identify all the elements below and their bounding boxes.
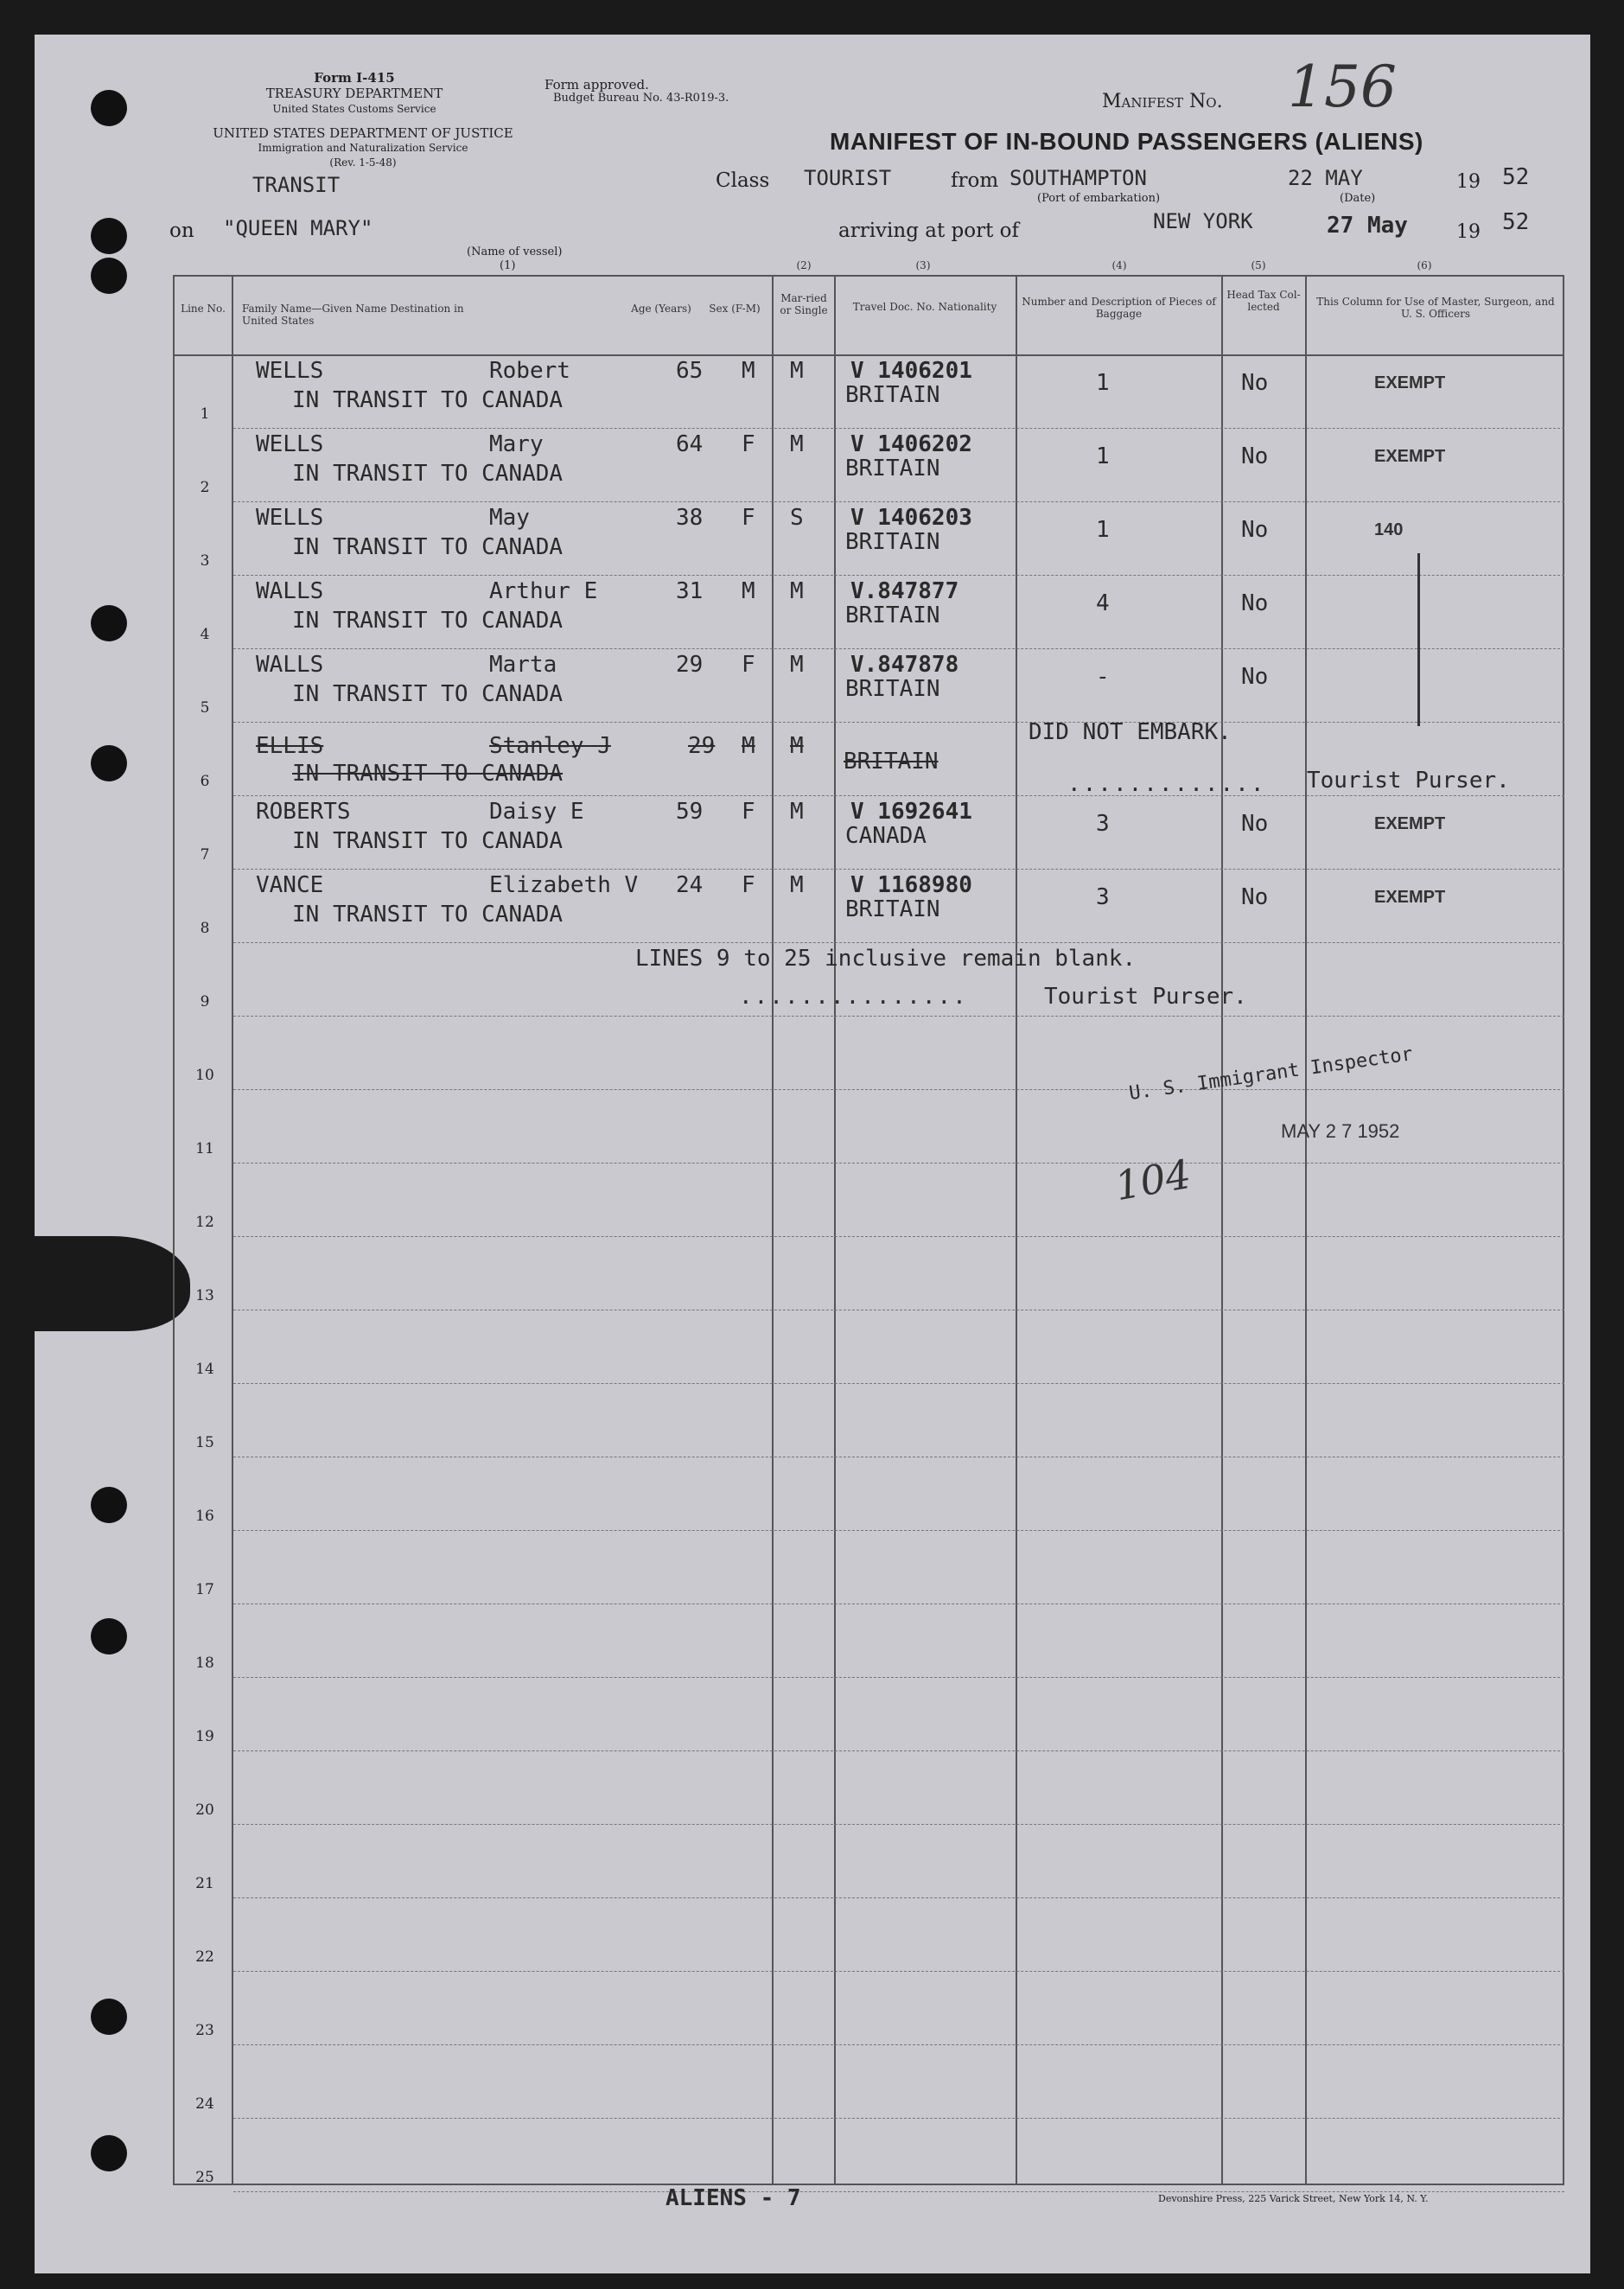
header-officers: This Column for Use of Master, Surgeon, and U. S. Officers bbox=[1316, 296, 1555, 320]
passenger-travel-doc: V 1168980 bbox=[850, 872, 972, 898]
line-number: 9 bbox=[200, 993, 210, 1011]
line-number: 16 bbox=[195, 1508, 214, 1525]
row-rule bbox=[233, 2044, 1564, 2045]
passenger-destination: IN TRANSIT TO CANADA bbox=[292, 902, 564, 928]
passenger-age: 64 bbox=[676, 431, 704, 457]
passenger-given-name: Marta bbox=[489, 652, 557, 678]
row-rule bbox=[233, 1677, 1564, 1678]
passenger-family-name: WELLS bbox=[256, 431, 324, 457]
table-header-rule bbox=[173, 354, 1564, 356]
passenger-given-name: Mary bbox=[489, 431, 544, 457]
passenger-age: 59 bbox=[676, 799, 704, 825]
col-number: (2) bbox=[796, 259, 812, 271]
from-label: from bbox=[951, 169, 999, 192]
header-headtax: Head Tax Col-lected bbox=[1226, 289, 1301, 313]
line-number: 1 bbox=[200, 405, 210, 423]
purser-dots: ............. bbox=[1067, 771, 1266, 797]
budget-bureau: Budget Bureau No. 43-R019-3. bbox=[553, 92, 729, 105]
on-label: on bbox=[169, 220, 194, 242]
col-number: (5) bbox=[1251, 259, 1266, 271]
column-divider bbox=[1016, 275, 1017, 2185]
year-prefix: 19 bbox=[1456, 171, 1481, 193]
passenger-sex: F bbox=[742, 505, 755, 531]
line-number: 5 bbox=[200, 699, 210, 717]
passenger-nationality: BRITAIN bbox=[845, 382, 940, 408]
row-rule bbox=[233, 942, 1564, 943]
header-age: Age (Years) bbox=[631, 303, 691, 315]
cancelled-given: Stanley J bbox=[489, 733, 611, 759]
punch-hole bbox=[91, 2135, 127, 2171]
tourist-purser: Tourist Purser. bbox=[1044, 984, 1247, 1010]
passenger-age: 24 bbox=[676, 872, 704, 898]
line-number: 25 bbox=[195, 2169, 214, 2186]
cancelled-marital: M bbox=[790, 733, 804, 759]
passenger-travel-doc: V 1692641 bbox=[850, 799, 972, 825]
header-doc: Travel Doc. No. Nationality bbox=[852, 301, 997, 313]
passenger-age: 38 bbox=[676, 505, 704, 531]
depart-year: 52 bbox=[1502, 164, 1530, 190]
row-rule bbox=[233, 648, 1564, 649]
row-rule bbox=[233, 1089, 1564, 1090]
row-rule bbox=[233, 2118, 1564, 2119]
passenger-destination: IN TRANSIT TO CANADA bbox=[292, 534, 564, 560]
passenger-travel-doc: V 1406203 bbox=[850, 505, 972, 531]
depart-date: 22 MAY bbox=[1288, 166, 1363, 190]
row-rule bbox=[233, 1016, 1564, 1017]
passenger-destination: IN TRANSIT TO CANADA bbox=[292, 387, 564, 413]
passenger-family-name: ROBERTS bbox=[256, 799, 351, 825]
passenger-travel-doc: V 1406201 bbox=[850, 358, 972, 384]
passenger-head-tax: No bbox=[1241, 811, 1269, 837]
passenger-marital-status: M bbox=[790, 431, 804, 457]
passenger-head-tax: No bbox=[1241, 884, 1269, 910]
punch-hole bbox=[91, 1618, 127, 1655]
passenger-nationality: BRITAIN bbox=[845, 529, 940, 555]
class-label: Class bbox=[716, 169, 770, 192]
cancelled-age: 29 bbox=[688, 733, 716, 759]
header-married: Mar-ried or Single bbox=[780, 292, 828, 316]
row-rule bbox=[233, 428, 1564, 429]
row-rule bbox=[233, 722, 1564, 723]
row-rule bbox=[233, 1383, 1564, 1384]
cancelled-purser: Tourist Purser. bbox=[1307, 768, 1510, 794]
passenger-given-name: Elizabeth V bbox=[489, 872, 639, 898]
line-number: 12 bbox=[195, 1214, 214, 1231]
punch-hole bbox=[91, 258, 127, 294]
line-number: 24 bbox=[195, 2095, 214, 2113]
passenger-destination: IN TRANSIT TO CANADA bbox=[292, 608, 564, 634]
header-sex: Sex (F-M) bbox=[709, 303, 761, 315]
port-embark-note: (Port of embarkation) bbox=[1037, 192, 1161, 205]
passenger-baggage: 1 bbox=[1096, 443, 1110, 469]
passenger-marital-status: M bbox=[790, 578, 804, 604]
transit-label: TRANSIT bbox=[252, 173, 341, 197]
header-line-no: Line No. bbox=[181, 303, 226, 315]
form-approved: Form approved. bbox=[545, 77, 649, 92]
passenger-baggage: 3 bbox=[1096, 884, 1110, 910]
vessel-col: (1) bbox=[500, 259, 516, 272]
manifest-title: MANIFEST OF IN-BOUND PASSENGERS (ALIENS) bbox=[830, 128, 1423, 155]
row-rule bbox=[233, 1236, 1564, 1237]
passenger-family-name: WALLS bbox=[256, 652, 324, 678]
col-number: (6) bbox=[1417, 259, 1432, 271]
column-divider bbox=[232, 275, 233, 2185]
passenger-age: 31 bbox=[676, 578, 704, 604]
passenger-officer-note: EXEMPT bbox=[1374, 447, 1446, 466]
line-number: 20 bbox=[195, 1801, 214, 1819]
line-number: 11 bbox=[195, 1140, 214, 1157]
line-number: 21 bbox=[195, 1875, 214, 1892]
passenger-officer-note: EXEMPT bbox=[1374, 888, 1446, 907]
passenger-baggage: 1 bbox=[1096, 517, 1110, 543]
passenger-given-name: Daisy E bbox=[489, 799, 584, 825]
form-number: Form I-415 bbox=[314, 70, 395, 86]
passenger-travel-doc: V.847878 bbox=[850, 652, 959, 678]
passenger-head-tax: No bbox=[1241, 664, 1269, 690]
passenger-nationality: CANADA bbox=[845, 823, 927, 849]
passenger-baggage: 3 bbox=[1096, 811, 1110, 837]
punch-hole bbox=[91, 605, 127, 641]
col-number: (4) bbox=[1111, 259, 1127, 271]
passenger-marital-status: M bbox=[790, 872, 804, 898]
column-divider bbox=[1221, 275, 1223, 2185]
passenger-age: 65 bbox=[676, 358, 704, 384]
line-number: 15 bbox=[195, 1434, 214, 1451]
row-rule bbox=[233, 1824, 1564, 1825]
passenger-family-name: WALLS bbox=[256, 578, 324, 604]
punch-hole bbox=[91, 1999, 127, 2035]
line-number: 8 bbox=[200, 920, 210, 937]
punch-hole bbox=[91, 218, 127, 254]
passenger-age: 29 bbox=[676, 652, 704, 678]
date-note: (Date) bbox=[1340, 192, 1376, 205]
year-prefix: 19 bbox=[1456, 221, 1481, 243]
row-rule bbox=[233, 1897, 1564, 1898]
passenger-destination: IN TRANSIT TO CANADA bbox=[292, 828, 564, 854]
arriving-label: arriving at port of bbox=[838, 220, 1019, 242]
passenger-marital-status: S bbox=[790, 505, 804, 531]
line-number: 2 bbox=[200, 479, 210, 496]
passenger-nationality: BRITAIN bbox=[845, 676, 940, 702]
printer-imprint: Devonshire Press, 225 Varick Street, New York 14, N. Y. bbox=[1158, 2193, 1429, 2204]
manifest-no-label: Manifest No. bbox=[1102, 91, 1223, 112]
cancelled-family: ELLIS bbox=[256, 733, 324, 759]
aliens-sheet-number: ALIENS - 7 bbox=[666, 2185, 801, 2211]
passenger-family-name: WELLS bbox=[256, 358, 324, 384]
row-rule bbox=[233, 795, 1564, 796]
line-number: 13 bbox=[195, 1287, 214, 1304]
passenger-baggage: - bbox=[1096, 664, 1110, 690]
line-number: 22 bbox=[195, 1948, 214, 1966]
line-number: 23 bbox=[195, 2022, 214, 2039]
punch-hole bbox=[91, 745, 127, 781]
passenger-travel-doc: V 1406202 bbox=[850, 431, 972, 457]
passenger-nationality: BRITAIN bbox=[845, 456, 940, 481]
line-number: 7 bbox=[200, 846, 210, 864]
blank-lines-note: LINES 9 to 25 inclusive remain blank. bbox=[635, 946, 1137, 972]
inspector-stamp: U. S. Immigrant Inspector bbox=[1127, 1043, 1415, 1105]
passenger-marital-status: M bbox=[790, 358, 804, 384]
cancelled-nationality: BRITAIN bbox=[844, 749, 939, 775]
line-number: 14 bbox=[195, 1361, 214, 1378]
port-embarkation: SOUTHAMPTON bbox=[1009, 166, 1147, 190]
row-rule bbox=[233, 1530, 1564, 1531]
line-number: 17 bbox=[195, 1581, 214, 1598]
column-divider bbox=[1305, 275, 1307, 2185]
arrival-date: 27 May bbox=[1327, 213, 1408, 239]
purser-dots: ............... bbox=[739, 984, 968, 1010]
punch-hole bbox=[91, 90, 127, 126]
passenger-sex: M bbox=[742, 358, 755, 384]
cancelled-sex: M bbox=[742, 733, 755, 759]
passenger-given-name: May bbox=[489, 505, 530, 531]
row-rule bbox=[233, 1971, 1564, 1972]
row-rule bbox=[233, 1750, 1564, 1751]
row-rule bbox=[233, 575, 1564, 576]
annotation-arrow bbox=[1417, 553, 1420, 726]
class-value: TOURIST bbox=[804, 166, 892, 190]
passenger-baggage: 4 bbox=[1096, 590, 1110, 616]
passenger-destination: IN TRANSIT TO CANADA bbox=[292, 461, 564, 487]
line-number: 18 bbox=[195, 1655, 214, 1672]
customs-service: United States Customs Service bbox=[272, 103, 436, 115]
passenger-head-tax: No bbox=[1241, 517, 1269, 543]
revision: (Rev. 1-5-48) bbox=[329, 156, 397, 169]
punch-hole bbox=[91, 1487, 127, 1523]
line-number: 6 bbox=[200, 773, 210, 790]
passenger-given-name: Robert bbox=[489, 358, 570, 384]
passenger-sex: M bbox=[742, 578, 755, 604]
column-divider bbox=[772, 275, 774, 2185]
vessel-name: "QUEEN MARY" bbox=[223, 216, 373, 240]
passenger-officer-note: EXEMPT bbox=[1374, 814, 1446, 833]
passenger-nationality: BRITAIN bbox=[845, 603, 940, 628]
torn-edge bbox=[35, 1236, 190, 1331]
passenger-travel-doc: V.847877 bbox=[850, 578, 959, 604]
passenger-table bbox=[173, 275, 1564, 2185]
header-baggage: Number and Description of Pieces of Baggage bbox=[1022, 296, 1216, 320]
passenger-head-tax: No bbox=[1241, 590, 1269, 616]
line-number: 19 bbox=[195, 1728, 214, 1745]
ins-service: Immigration and Naturalization Service bbox=[258, 142, 468, 154]
passenger-head-tax: No bbox=[1241, 370, 1269, 396]
manifest-number: 156 bbox=[1288, 54, 1397, 120]
passenger-sex: F bbox=[742, 652, 755, 678]
vessel-note: (Name of vessel) bbox=[467, 245, 563, 258]
line-number: 10 bbox=[195, 1067, 214, 1084]
passenger-marital-status: M bbox=[790, 652, 804, 678]
passenger-sex: F bbox=[742, 872, 755, 898]
treasury-dept: TREASURY DEPARTMENT bbox=[265, 86, 443, 101]
passenger-officer-note: 140 bbox=[1374, 520, 1404, 539]
row-rule bbox=[233, 501, 1564, 502]
cancelled-destination: IN TRANSIT TO CANADA bbox=[292, 761, 564, 787]
arrival-year: 52 bbox=[1502, 209, 1530, 235]
line-number: 3 bbox=[200, 552, 210, 570]
passenger-sex: F bbox=[742, 431, 755, 457]
row-rule bbox=[233, 1163, 1564, 1164]
arrival-port: NEW YORK bbox=[1153, 209, 1253, 233]
column-divider bbox=[834, 275, 836, 2185]
handwritten-note: 104 bbox=[1111, 1150, 1194, 1210]
line-number: 4 bbox=[200, 626, 210, 643]
passenger-head-tax: No bbox=[1241, 443, 1269, 469]
passenger-family-name: WELLS bbox=[256, 505, 324, 531]
passenger-family-name: VANCE bbox=[256, 872, 324, 898]
header-name: Family Name—Given Name Destination in United States bbox=[242, 303, 464, 327]
row-rule bbox=[233, 869, 1564, 870]
justice-dept: UNITED STATES DEPARTMENT OF JUSTICE bbox=[213, 125, 513, 141]
passenger-nationality: BRITAIN bbox=[845, 896, 940, 922]
passenger-given-name: Arthur E bbox=[489, 578, 598, 604]
did-not-embark-note: DID NOT EMBARK. bbox=[1029, 719, 1232, 745]
passenger-baggage: 1 bbox=[1096, 370, 1110, 396]
passenger-officer-note: EXEMPT bbox=[1374, 373, 1446, 392]
passenger-sex: F bbox=[742, 799, 755, 825]
passenger-destination: IN TRANSIT TO CANADA bbox=[292, 681, 564, 707]
passenger-marital-status: M bbox=[790, 799, 804, 825]
col-number: (3) bbox=[915, 259, 931, 271]
inspection-date-stamp: MAY 2 7 1952 bbox=[1281, 1120, 1400, 1142]
